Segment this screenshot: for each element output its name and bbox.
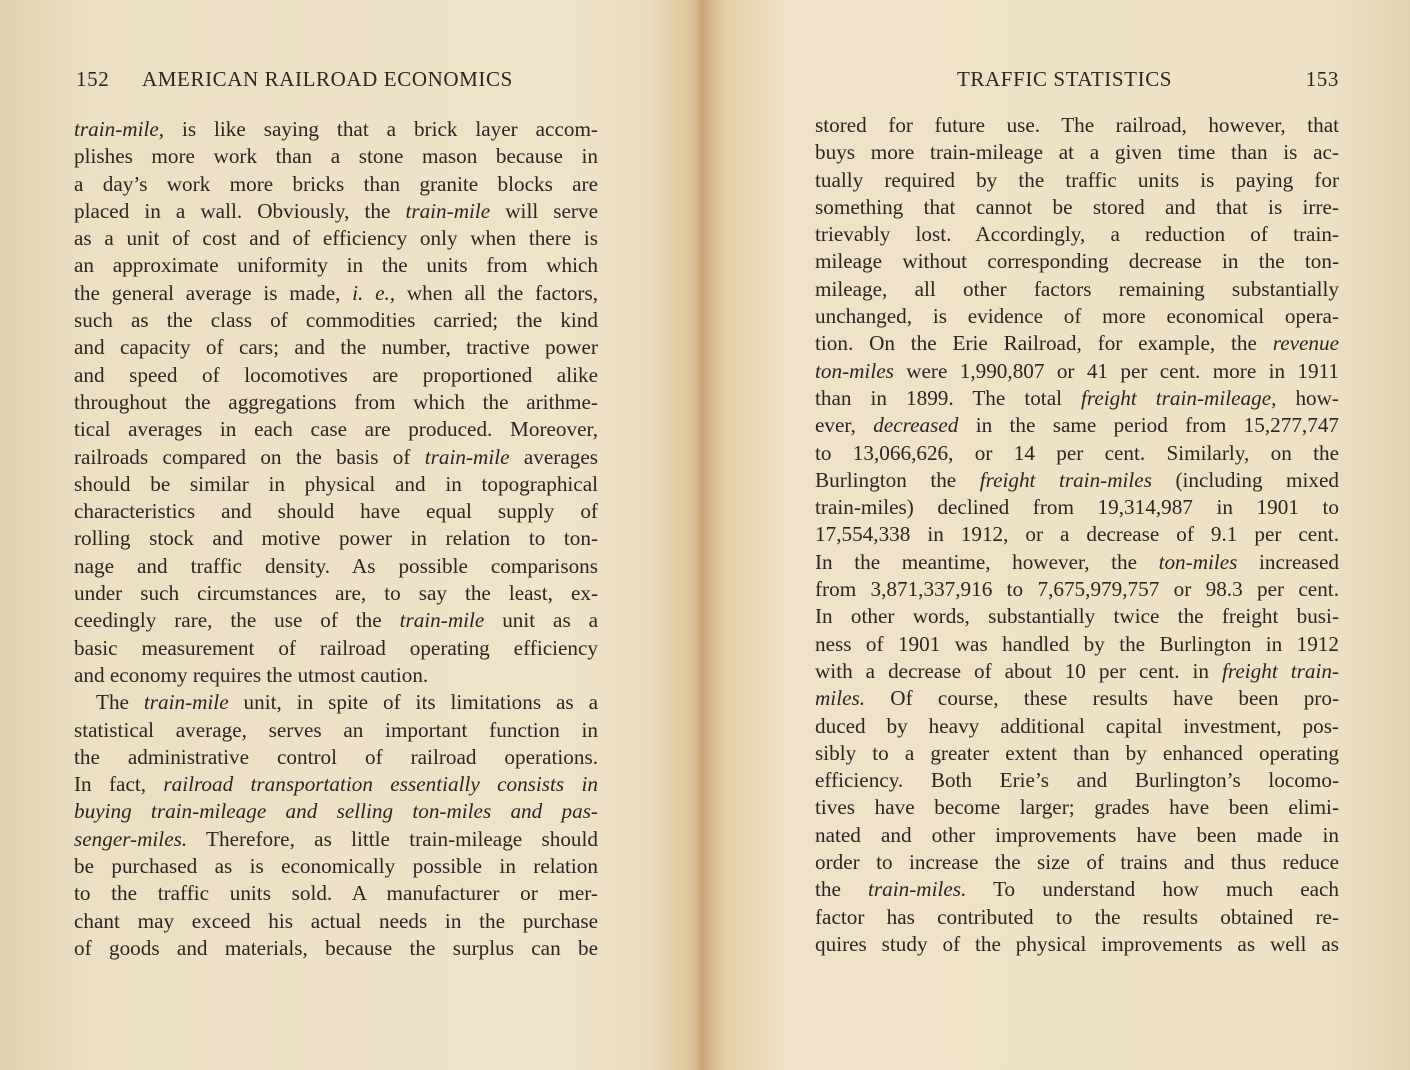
text-span: to 13,066,626, or 14 per cent. Similarly, on the [815,440,1339,465]
text-span: with a decrease of about 10 per cent. in [815,658,1223,683]
text-line [74,689,598,716]
text-line [74,553,598,580]
text-span: will serve [490,198,598,223]
text-span: chant may exceed his actual needs in the purchase [74,908,598,933]
italic-span: train-mile [399,608,485,633]
text-span: unit as a [484,608,598,633]
text-line [74,580,598,607]
text-span: under such circumstances are, to say the least, ex- [74,581,598,606]
italic-span: ton-miles [815,358,894,383]
text-line [815,494,1339,521]
left-running-head [76,67,596,99]
text-span: mileage, all other factors remaining substantially [815,276,1339,301]
text-span: tually required by the traffic units is paying for [815,167,1339,192]
text-line [74,744,598,771]
italic-span: train-miles. [868,877,967,902]
italic-span: senger-miles. [74,826,188,851]
text-span: and economy requires the utmost caution. [74,662,429,687]
left-page-number: 152 [76,67,110,91]
text-line [815,713,1339,740]
text-span: such as the class of commodities carried; the kind [74,308,598,333]
text-span: Therefore, as little train-mileage should [187,826,598,851]
text-line [74,525,598,552]
right-running-head [815,67,1339,99]
text-line [74,771,598,798]
text-span: quires study of the physical improvements as well as [815,931,1339,956]
italic-span: freight train-mileage, [1081,385,1277,410]
text-span: were 1,990,807 or 41 per cent. more in 1911 [893,358,1339,383]
text-line [74,635,598,662]
text-line [74,880,598,907]
text-span: the general average is made, [74,280,353,305]
text-line [815,904,1339,931]
text-span: should be similar in physical and in topographical [74,471,598,496]
text-span: is like saying that a brick layer accom- [164,117,598,141]
text-span: as a unit of cost and of efficiency only when there is [74,226,598,251]
text-span: In fact, [74,772,164,797]
text-span: In the meantime, however, the [815,549,1159,574]
text-span: Of course, these results have been pro- [865,686,1339,711]
text-line [815,658,1339,685]
text-span: of goods and materials, because the surplus can be [74,935,598,960]
text-span: Burlington the [815,467,980,492]
text-span: trievably lost. Accordingly, a reduction of train- [815,222,1339,247]
text-line [815,221,1339,248]
italic-span: miles. [815,686,866,711]
text-line [815,549,1339,576]
text-span: a day’s work more bricks than granite blocks are [74,171,598,196]
text-line [815,631,1339,658]
text-span: To understand how much each [966,877,1339,902]
text-line [815,358,1339,385]
text-span: when all the factors, [395,280,598,305]
text-span: tical averages in each case are produced. Moreover, [74,417,598,442]
text-span: train-miles) declined from 19,314,987 in 1901 to [815,495,1339,520]
text-span: stored for future use. The railroad, however, that [815,113,1339,137]
text-span: to the traffic units sold. A manufacturer or mer- [74,881,598,906]
text-line [815,139,1339,166]
text-line [74,798,598,825]
text-line [815,876,1339,903]
text-span: The [96,690,144,715]
text-span: unchanged, is evidence of more economical opera- [815,304,1339,329]
text-line [815,385,1339,412]
text-span: how- [1276,385,1339,410]
text-line [74,307,598,334]
left-running-title: AMERICAN RAILROAD ECONOMICS [142,67,513,91]
text-span: mileage without corresponding decrease in the ton- [815,249,1339,274]
text-line [815,931,1339,958]
text-line [74,198,598,225]
italic-span: train-mile [405,198,491,223]
text-line [74,389,598,416]
text-span: (including mixed [1151,467,1340,492]
text-span: nated and other improvements have been made in [815,822,1339,847]
text-line [815,467,1339,494]
left-body-text [74,116,598,962]
text-line [74,853,598,880]
text-span: an approximate uniformity in the units from which [74,253,598,278]
text-span: the administrative control of railroad operations. [74,744,598,769]
italic-span: train-mile [424,444,510,469]
right-page [705,0,1410,1070]
text-line [815,303,1339,330]
text-line [74,908,598,935]
text-line [74,416,598,443]
text-line [815,167,1339,194]
text-line [74,362,598,389]
text-line [815,248,1339,275]
right-running-title: TRAFFIC STATISTICS [957,67,1173,91]
text-span: placed in a wall. Obviously, the [74,198,406,223]
text-line [74,280,598,307]
text-line [74,334,598,361]
text-span: rolling stock and motive power in relation to ton- [74,526,598,551]
text-line [815,194,1339,221]
text-line [815,521,1339,548]
text-line [815,740,1339,767]
italic-span: freight train- [1222,658,1339,683]
italic-span: ton-miles [1158,549,1238,574]
text-span: plishes more work than a stone mason because in [74,144,598,169]
text-span: increased [1237,549,1339,574]
italic-span: i. e., [352,280,396,305]
text-span: basic measurement of railroad operating efficiency [74,635,598,660]
italic-span: railroad transportation essentially consists in [163,772,598,797]
text-span: 17,554,338 in 1912, or a decrease of 9.1 per cent. [815,522,1339,547]
text-span: order to increase the size of trains and thus reduce [815,850,1339,875]
text-span: in the same period from 15,277,747 [958,413,1340,438]
text-line [74,143,598,170]
right-body-text [815,112,1339,958]
text-span: factor has contributed to the results obtained re- [815,904,1339,929]
text-line [815,794,1339,821]
text-span: efficiency. Both Erie’s and Burlington’s locomo- [815,768,1339,793]
text-line [74,717,598,744]
text-span: ness of 1901 was handled by the Burlington in 1912 [815,631,1339,656]
left-page [0,0,700,1070]
text-line [815,112,1339,139]
text-line [815,330,1339,357]
text-span: tives have become larger; grades have been elimi- [815,795,1339,820]
text-span: tion. On the Erie Railroad, for example, the [815,331,1273,356]
italic-span: train-mile [143,690,229,715]
text-line [815,440,1339,467]
text-span: unit, in spite of its limitations as a [228,690,598,715]
italic-span: revenue [1272,331,1339,356]
text-span: and capacity of cars; and the number, tractive power [74,335,598,360]
text-line [74,116,598,143]
text-span: buys more train-mileage at a given time than is ac- [815,140,1339,165]
text-span: from 3,871,337,916 to 7,675,979,757 or 98.3 per cent. [815,577,1339,602]
text-line [74,498,598,525]
right-page-number: 153 [1305,67,1339,91]
text-span: something that cannot be stored and that is irre- [815,194,1339,219]
text-span: ever, [815,413,874,438]
text-span: railroads compared on the basis of [74,444,425,469]
text-span: duced by heavy additional capital investment, pos- [815,713,1339,738]
text-line [815,822,1339,849]
text-line [815,412,1339,439]
text-span: sibly to a greater extent than by enhanced operating [815,740,1339,765]
text-span: averages [509,444,598,469]
text-span: throughout the aggregations from which the arithme- [74,389,598,414]
italic-span: train-mile, [74,117,165,141]
text-line [74,225,598,252]
text-line [74,471,598,498]
italic-span: decreased [873,413,959,438]
text-line [74,607,598,634]
text-span: the [815,877,869,902]
text-span: nage and traffic density. As possible comparisons [74,553,598,578]
text-line [74,826,598,853]
text-span: statistical average, serves an important function in [74,717,598,742]
text-line [74,171,598,198]
text-span: characteristics and should have equal supply of [74,499,598,524]
text-span: In other words, substantially twice the freight busi- [815,604,1339,629]
text-span: be purchased as is economically possible in relation [74,854,598,879]
text-line [74,252,598,279]
text-span: ceedingly rare, the use of the [74,608,400,633]
italic-span: buying train-mileage and selling ton-miles and pas- [74,799,598,824]
italic-span: freight train-miles [979,467,1152,492]
text-line [815,276,1339,303]
text-line [815,685,1339,712]
text-span: than in 1899. The total [815,385,1082,410]
text-line [815,576,1339,603]
text-line [74,444,598,471]
text-line [815,603,1339,630]
text-line [815,849,1339,876]
text-line [74,662,598,689]
text-line [815,767,1339,794]
text-line [74,935,598,962]
text-span: and speed of locomotives are proportioned alike [74,362,598,387]
